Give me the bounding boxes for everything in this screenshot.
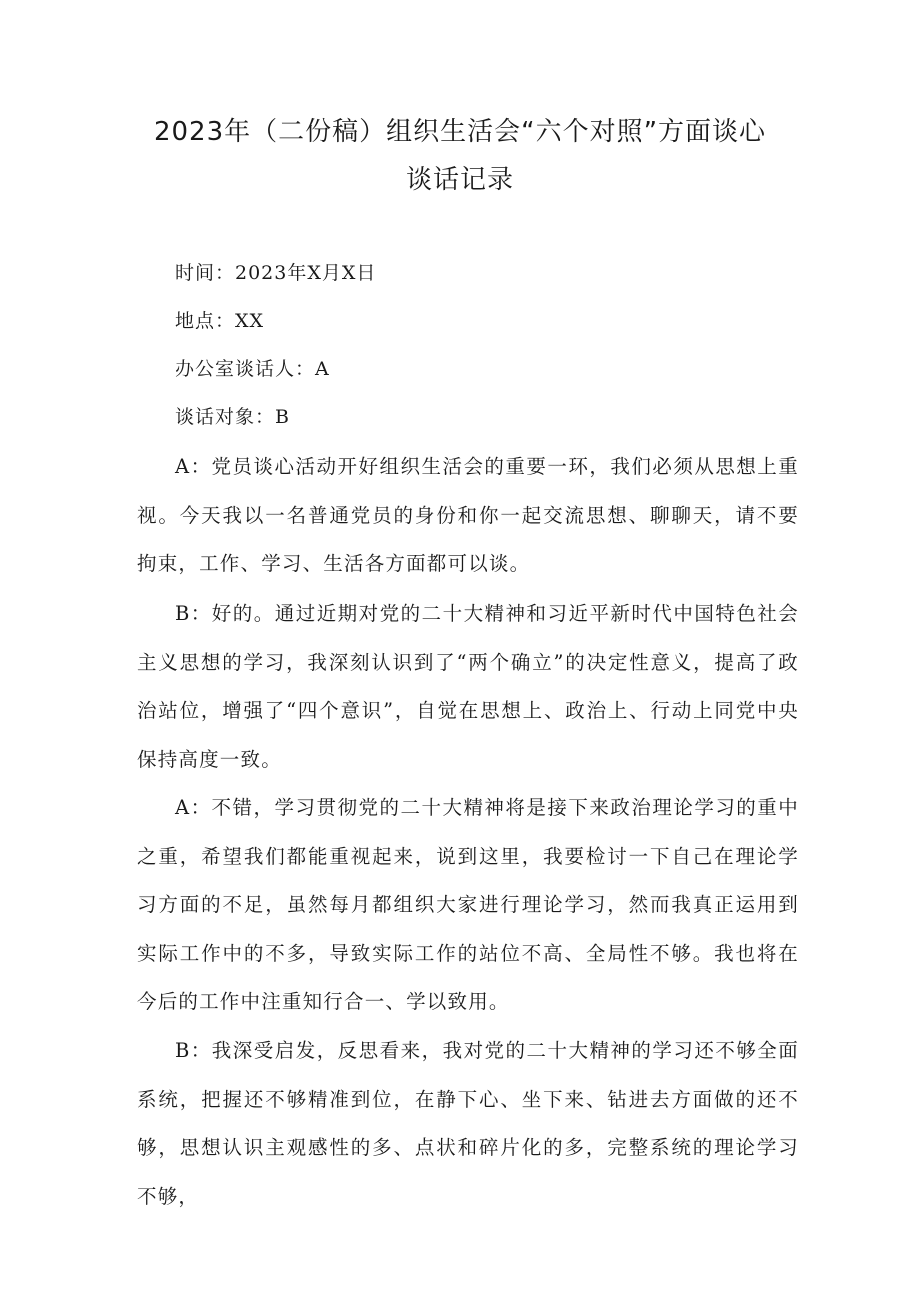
dialogue-paragraph-1: A：党员谈心活动开好组织生活会的重要一环，我们必须从思想上重视。今天我以一名普通党员的身份和你一起交流思想、聊聊天，请不要拘束，工作、学习、生活各方面都可以谈。 — [137, 455, 799, 575]
dialogue-paragraph-4: B：我深受启发，反思看来，我对党的二十大精神的学习还不够全面系统，把握还不够精准到位，在静下心、坐下来、钻进去方面做的还不够，思想认识主观感性的多、点状和碎片化的多，完整系统的理论学习不够， — [137, 1039, 799, 1208]
document-title-line-1: 2023年（二份稿）组织生活会“六个对照”方面谈心 — [153, 117, 767, 147]
meta-time: 时间：2023年X月X日 — [175, 262, 377, 284]
dialogue-paragraph-2: B：好的。通过近期对党的二十大精神和习近平新时代中国特色社会主义思想的学习，我深刻认识到了“两个确立”的决定性意义，提高了政治站位，增强了“四个意识”，自觉在思想上、政治上、行动上同党中央保持高度一致。 — [137, 602, 799, 771]
meta-interviewee: 谈话对象：B — [175, 406, 290, 428]
dialogue-paragraph-3: A：不错，学习贯彻党的二十大精神将是接下来政治理论学习的重中之重，希望我们都能重视起来，说到这里，我要检讨一下自己在理论学习方面的不足，虽然每月都组织大家进行理论学习，然而我真正运用到实际工作中的不多，导致实际工作的站位不高、全局性不够。我也将在今后的工作中注重知行合一、学以致用。 — [137, 796, 799, 1013]
meta-place: 地点：XX — [175, 310, 265, 332]
document-title-line-2: 谈话记录 — [405, 165, 514, 195]
meta-interviewer: 办公室谈话人：A — [175, 358, 330, 380]
